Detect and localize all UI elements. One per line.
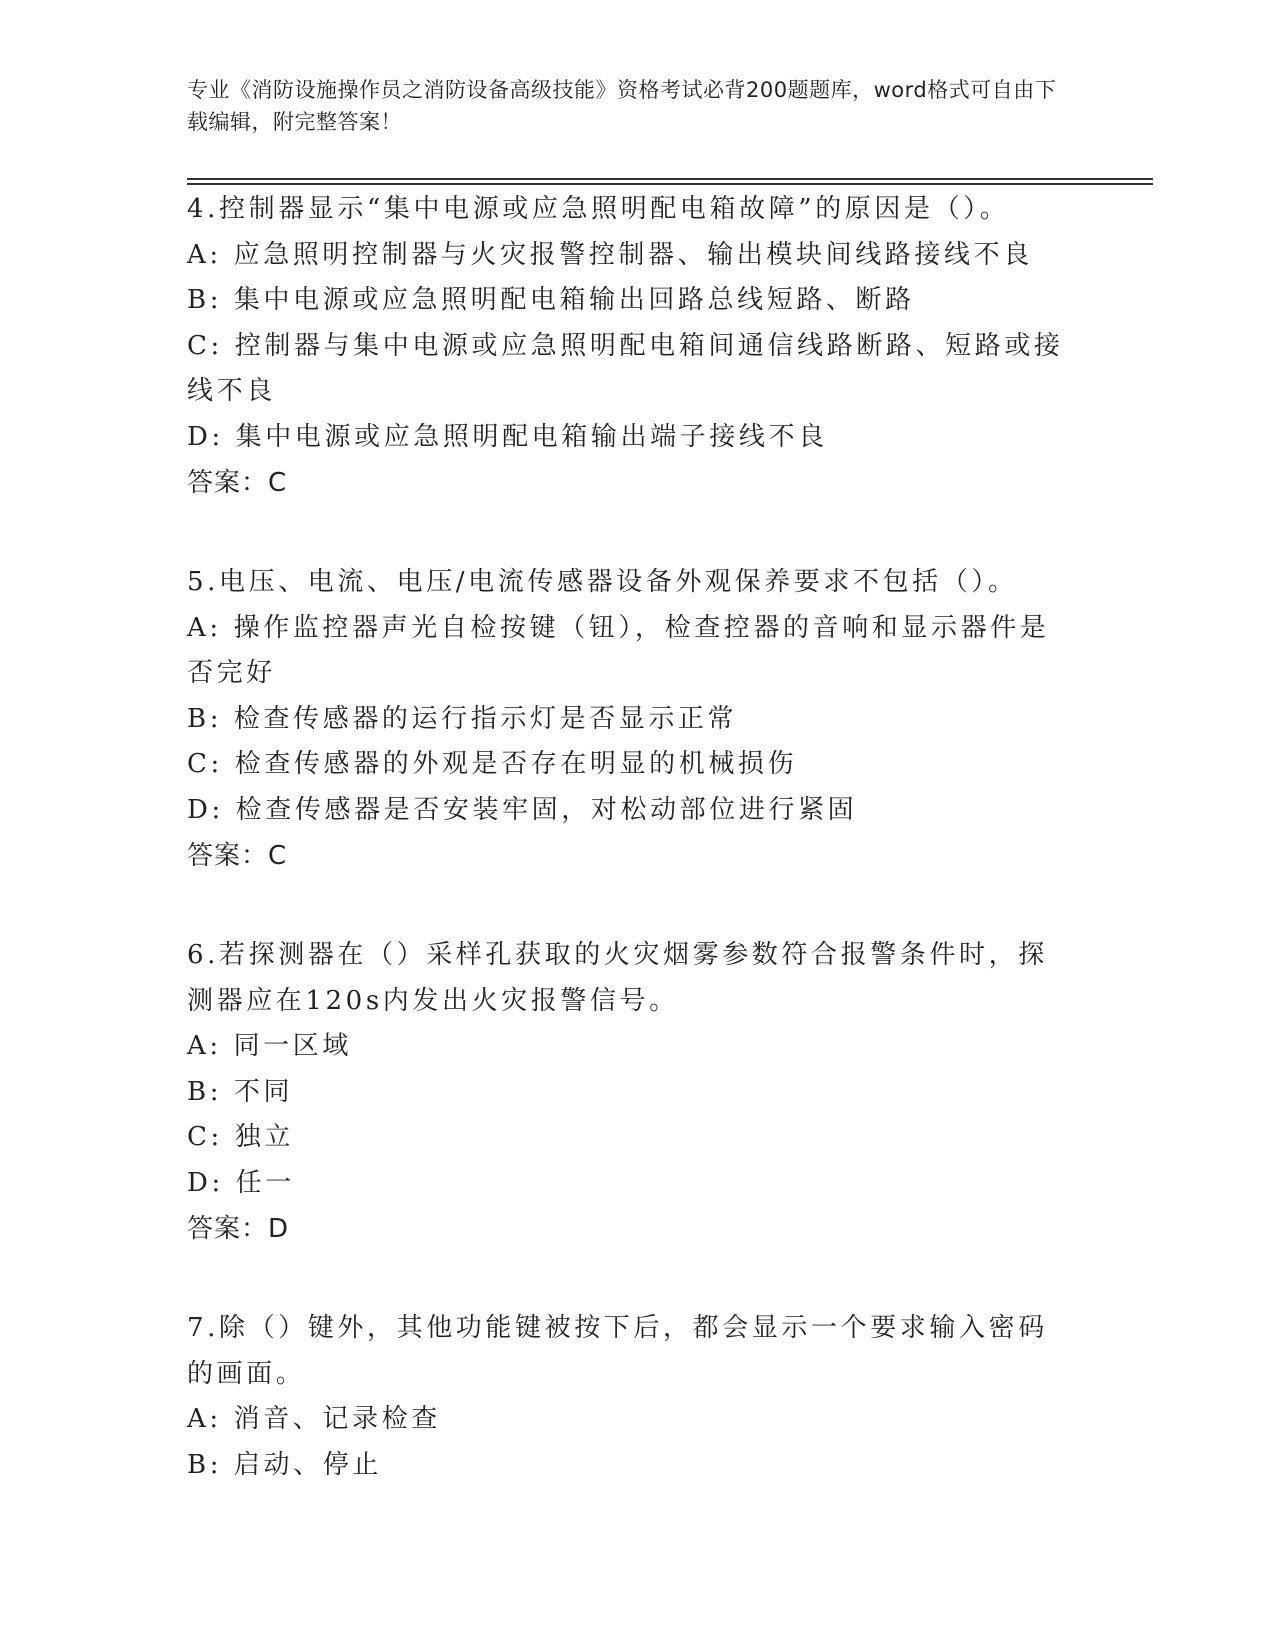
option-d: D: 检查传感器是否安装牢固，对松动部位进行紧固: [187, 794, 858, 825]
option-c: C: 独立: [187, 1122, 294, 1152]
option-b: B: 集中电源或应急照明配电箱输出回路总线短路、断路: [187, 285, 915, 315]
answer-line: 答案：C: [187, 468, 288, 498]
option-c: C: 控制器与集中电源或应急照明配电箱间通信线路断路、短路或接线不良: [187, 330, 1064, 406]
option-b: B: 启动、停止: [187, 1449, 382, 1480]
option-d: D: 集中电源或应急照明配电箱输出端子接线不良: [187, 421, 828, 452]
option-b: B: 不同: [187, 1076, 294, 1107]
option-d: D: 任一: [187, 1167, 295, 1198]
option-c: C: 检查传感器的外观是否存在明显的机械损伤: [187, 749, 798, 779]
question-stem: 7.除（）键外，其他功能键被按下后，都会显示一个要求输入密码的画面。: [187, 1313, 1048, 1389]
answer-line: 答案：D: [187, 1214, 290, 1244]
answer-line: 答案：C: [187, 841, 288, 871]
question-6: [187, 933, 1067, 1252]
question-stem: 4.控制器显示“集中电源或应急照明配电箱故障”的原因是（）。: [187, 194, 1010, 224]
header-rule-top: [187, 178, 1153, 180]
option-a: A: 消音、记录检查: [187, 1404, 441, 1434]
question-5: [187, 560, 1067, 879]
question-stem: 6.若探测器在（）采样孔获取的火灾烟雾参数符合报警条件时，探测器应在120s内发出火灾报警信号。: [187, 940, 1048, 1016]
question-7: [187, 1306, 1067, 1488]
option-a: A: 应急照明控制器与火灾报警控制器、输出模块间线路接线不良: [187, 239, 1033, 270]
question-4: [187, 187, 1067, 506]
option-a: A: 操作监控器声光自检按键（钮），检查控器的音响和显示器件是否完好: [187, 612, 1050, 688]
header-rule-bottom: [187, 183, 1153, 185]
question-stem: 5.电压、电流、电压/电流传感器设备外观保养要求不包括（）。: [187, 567, 1018, 597]
document-header: 专业《消防设施操作员之消防设备高级技能》资格考试必背200题题库，word格式可自由下载编辑，附完整答案！: [187, 78, 1057, 134]
question-list: [187, 187, 1067, 1542]
option-b: B: 检查传感器的运行指示灯是否显示正常: [187, 703, 738, 734]
option-a: A: 同一区域: [187, 1031, 353, 1061]
